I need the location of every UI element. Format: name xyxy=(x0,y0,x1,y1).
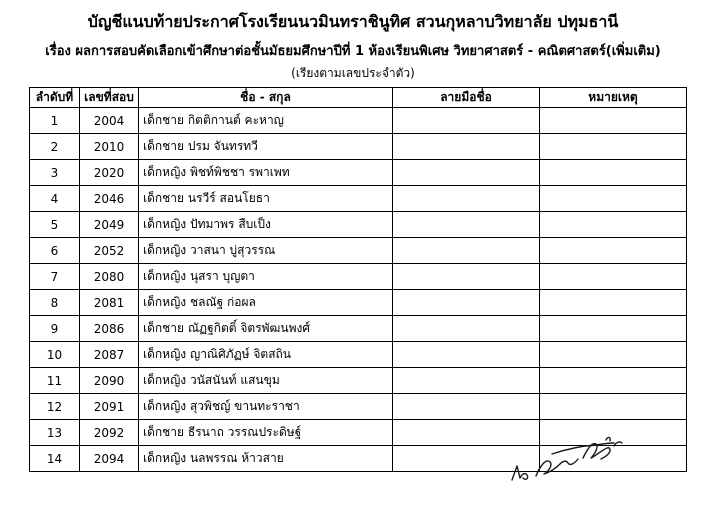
student-name: เด็กหญิง วนัสนันท์ แสนขุม xyxy=(139,368,393,394)
table-row xyxy=(30,186,687,212)
remark-cell xyxy=(540,238,687,264)
remark-cell xyxy=(540,316,687,342)
row-number: 13 xyxy=(30,420,80,446)
column-header-exam-number: เลขที่สอบ xyxy=(80,88,139,108)
sort-note: (เรียงตามเลขประจำตัว) xyxy=(291,66,415,80)
exam-number: 2020 xyxy=(80,160,139,186)
signature-cell xyxy=(393,290,540,316)
signature-image xyxy=(490,428,650,488)
table-row xyxy=(30,316,687,342)
column-header-no: ลำดับที่ xyxy=(30,88,80,108)
table-row xyxy=(30,394,687,420)
exam-number: 2091 xyxy=(80,394,139,420)
student-name: เด็กชาย ณัฏฐกิตติ์ จิตรพัฒนพงศ์ xyxy=(139,316,393,342)
row-number: 10 xyxy=(30,342,80,368)
student-name: เด็กชาย นรวีร์ สอนโยธา xyxy=(139,186,393,212)
signature-cell xyxy=(393,186,540,212)
student-name: เด็กชาย ธีรนาถ วรรณประดิษฐ์ xyxy=(139,420,393,446)
signature-cell xyxy=(393,238,540,264)
student-roster-table xyxy=(29,87,687,472)
student-name: เด็กชาย ปรม จันทรทวี xyxy=(139,134,393,160)
signature-cell xyxy=(393,160,540,186)
exam-number: 2094 xyxy=(80,446,139,472)
document-subtitle: เรื่อง ผลการสอบคัดเลือกเข้าศึกษาต่อชั้นมัธยมศึกษาปีที่ 1 ห้องเรียนพิเศษ วิทยาศาสตร์ - คณิตศาสตร์(เพิ่มเติม) xyxy=(45,44,661,59)
student-name: เด็กหญิง ญาณิศิภัฏษ์ จิตสถิน xyxy=(139,342,393,368)
exam-number: 2081 xyxy=(80,290,139,316)
signature-cell xyxy=(393,368,540,394)
row-number: 3 xyxy=(30,160,80,186)
remark-cell xyxy=(540,368,687,394)
signature-cell xyxy=(393,394,540,420)
remark-cell xyxy=(540,134,687,160)
student-name: เด็กหญิง ชลณัฐ ก่อผล xyxy=(139,290,393,316)
student-name: เด็กหญิง ปัทมาพร สืบเป็ง xyxy=(139,212,393,238)
table-row xyxy=(30,264,687,290)
table-body xyxy=(30,108,687,472)
exam-number: 2080 xyxy=(80,264,139,290)
row-number: 12 xyxy=(30,394,80,420)
remark-cell xyxy=(540,108,687,134)
row-number: 7 xyxy=(30,264,80,290)
remark-cell xyxy=(540,290,687,316)
exam-number: 2052 xyxy=(80,238,139,264)
row-number: 11 xyxy=(30,368,80,394)
exam-number: 2046 xyxy=(80,186,139,212)
exam-number: 2010 xyxy=(80,134,139,160)
remark-cell xyxy=(540,394,687,420)
column-header-name: ชื่อ - สกุล xyxy=(139,88,393,108)
table-row xyxy=(30,160,687,186)
student-name: เด็กหญิง นลพรรณ ห้าวสาย xyxy=(139,446,393,472)
signature-cell xyxy=(393,212,540,238)
signature-cell xyxy=(393,134,540,160)
row-number: 5 xyxy=(30,212,80,238)
table-row xyxy=(30,342,687,368)
remark-cell xyxy=(540,186,687,212)
column-header-signature: ลายมือชื่อ xyxy=(393,88,540,108)
remark-cell xyxy=(540,342,687,368)
row-number: 8 xyxy=(30,290,80,316)
table-row xyxy=(30,212,687,238)
row-number: 1 xyxy=(30,108,80,134)
student-name: เด็กหญิง สุวพิชญ์ ขานทะราชา xyxy=(139,394,393,420)
table-row xyxy=(30,290,687,316)
exam-number: 2092 xyxy=(80,420,139,446)
exam-number: 2004 xyxy=(80,108,139,134)
signature-cell xyxy=(393,264,540,290)
student-name: เด็กหญิง นุสรา บุญตา xyxy=(139,264,393,290)
signature-cell xyxy=(393,342,540,368)
table-row xyxy=(30,368,687,394)
exam-number: 2087 xyxy=(80,342,139,368)
column-header-remark: หมายเหตุ xyxy=(540,88,687,108)
signature-cell xyxy=(393,316,540,342)
student-name: เด็กหญิง พิชท์พิชชา รพาเพท xyxy=(139,160,393,186)
row-number: 14 xyxy=(30,446,80,472)
student-name: เด็กหญิง วาสนา บู่สุวรรณ xyxy=(139,238,393,264)
exam-number: 2049 xyxy=(80,212,139,238)
student-name: เด็กชาย กิตติกานต์ คะหาญ xyxy=(139,108,393,134)
table-header-row xyxy=(30,88,687,108)
remark-cell xyxy=(540,264,687,290)
remark-cell xyxy=(540,212,687,238)
table-row xyxy=(30,238,687,264)
remark-cell xyxy=(540,160,687,186)
row-number: 4 xyxy=(30,186,80,212)
table-row xyxy=(30,108,687,134)
signature-cell xyxy=(393,108,540,134)
table-row xyxy=(30,134,687,160)
document-title: บัญชีแนบท้ายประกาศโรงเรียนนวมินทราชินูทิศ สวนกุหลาบวิทยาลัย ปทุมธานี xyxy=(87,12,619,31)
row-number: 6 xyxy=(30,238,80,264)
row-number: 2 xyxy=(30,134,80,160)
exam-number: 2086 xyxy=(80,316,139,342)
exam-number: 2090 xyxy=(80,368,139,394)
row-number: 9 xyxy=(30,316,80,342)
